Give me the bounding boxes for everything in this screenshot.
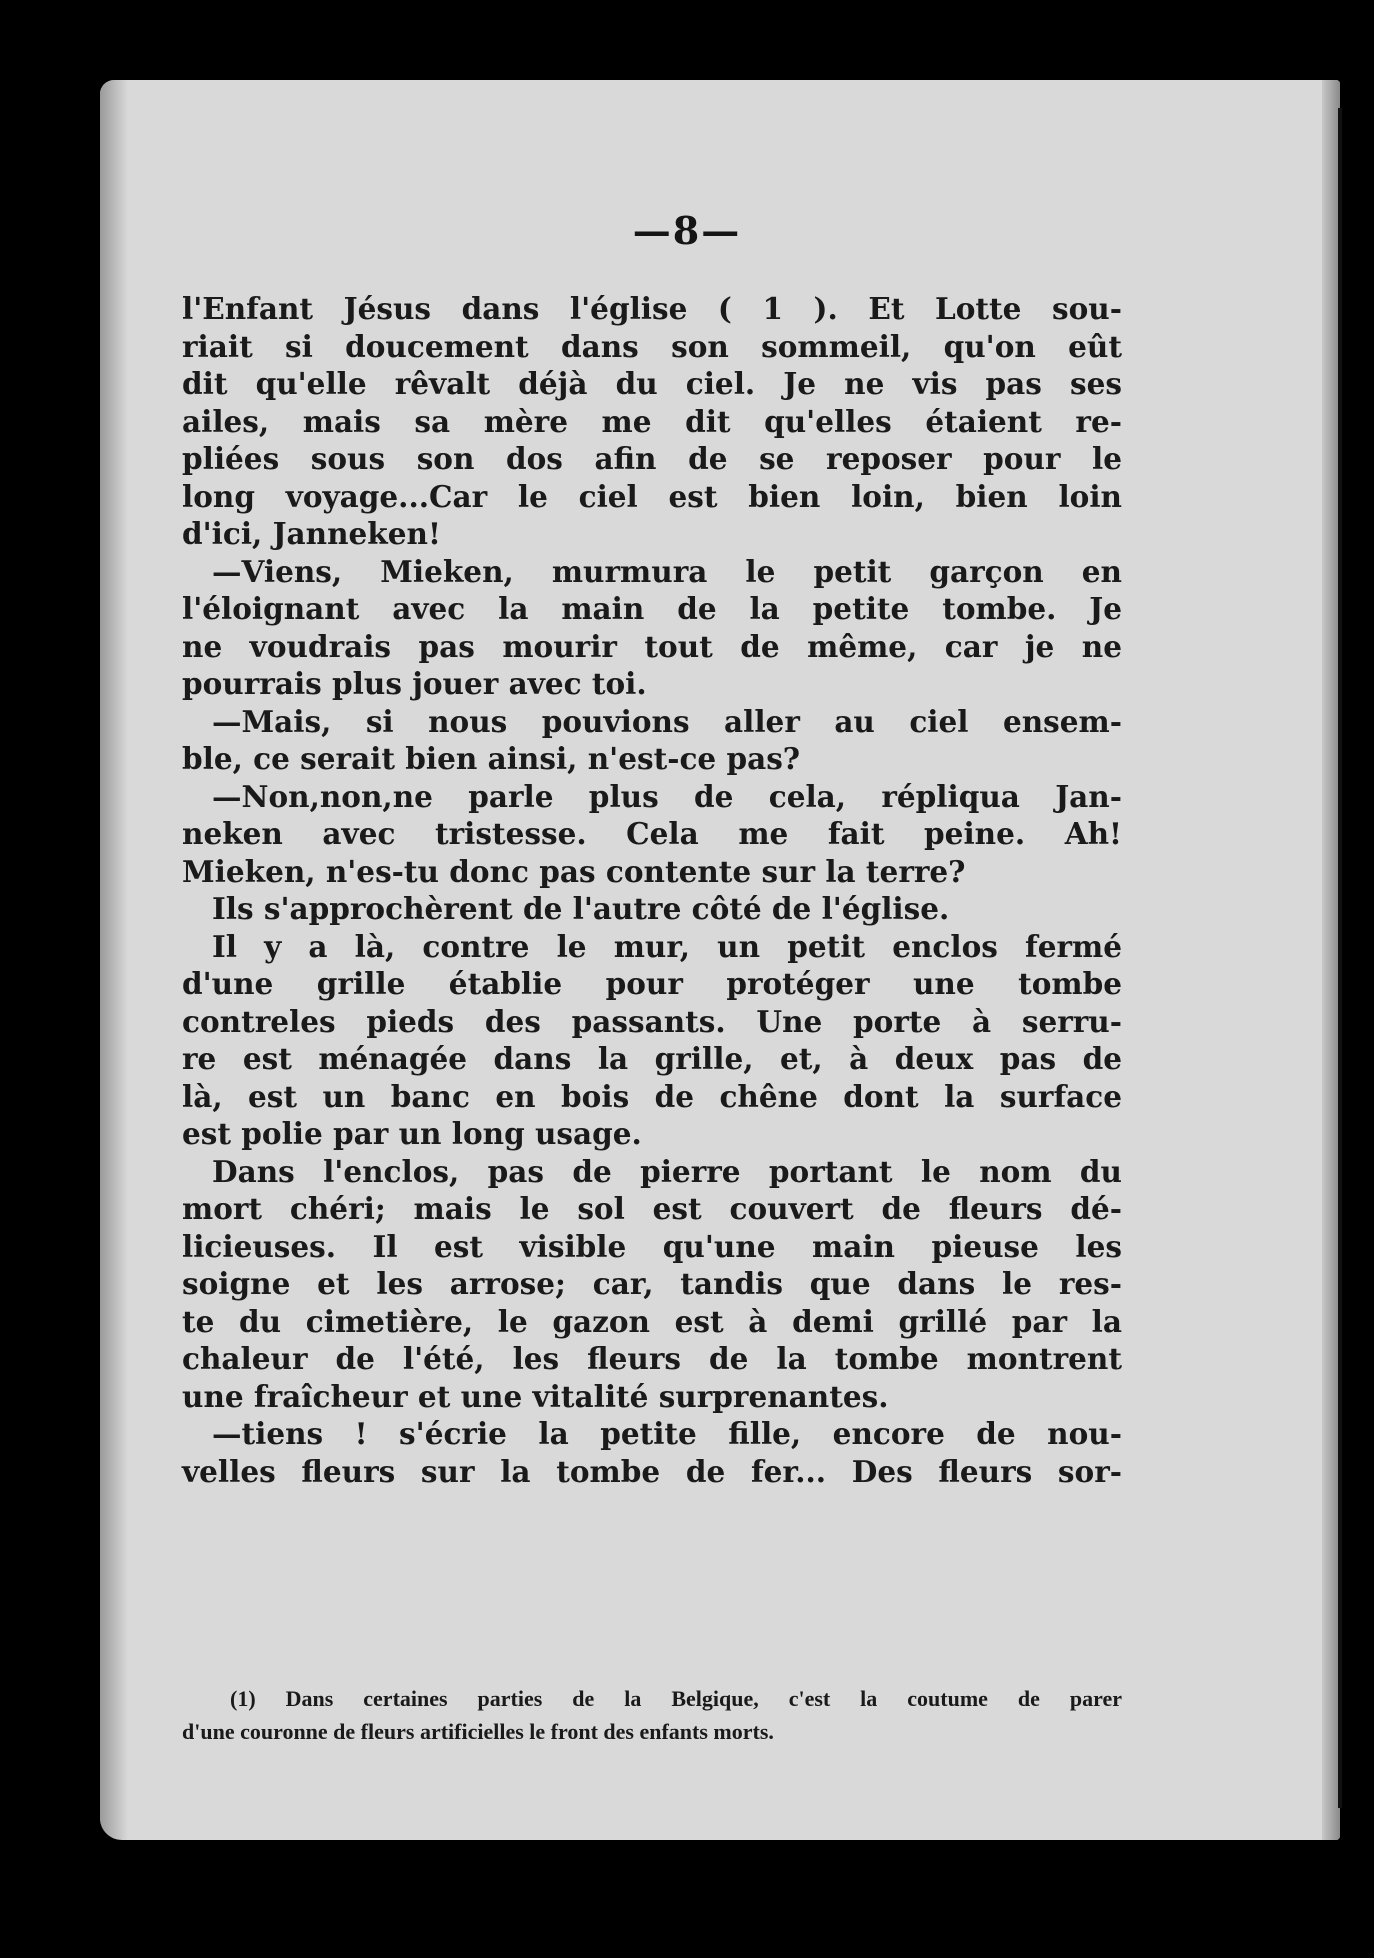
text-line: là, est un banc en bois de chêne dont la surface <box>182 1078 1122 1114</box>
text-line: neken avec tristesse. Cela me fait peine. Ah! <box>182 816 1122 851</box>
text-line: d'une grille établie pour protéger une tombe <box>182 966 1122 1001</box>
text-line: ble, ce serait bien ainsi, n'est-ce pas? <box>182 741 801 776</box>
text-line: dit qu'elle rêvalt déjà du ciel. Je ne vis pas ses <box>182 366 1122 401</box>
text-line: Dans l'enclos, pas de pierre portant le nom du <box>212 1153 1122 1189</box>
page-number: —8— <box>632 208 742 253</box>
adjacent-page-edge <box>1338 108 1342 1808</box>
footnote <box>182 1682 1122 1748</box>
text-line: long voyage...Car le ciel est bien loin, bien loin <box>182 478 1122 514</box>
text-line: velles fleurs sur la tombe de fer... Des fleurs sor- <box>182 1453 1122 1489</box>
text-line: Il y a là, contre le mur, un petit enclos fermé <box>212 928 1122 964</box>
text-line: —Mais, si nous pouvions aller au ciel ensem- <box>212 703 1122 739</box>
text-line: riait si doucement dans son sommeil, qu'on eût <box>182 328 1122 364</box>
text-line: re est ménagée dans la grille, et, à deux pas de <box>182 1041 1122 1076</box>
text-line: mort chéri; mais le sol est couvert de fleurs dé- <box>182 1191 1122 1226</box>
text-line: contreles pieds des passants. Une porte à serru- <box>182 1003 1122 1039</box>
text-line: d'ici, Janneken! <box>182 516 441 551</box>
text-line: une fraîcheur et une vitalité surprenantes. <box>182 1378 889 1414</box>
text-line: Ils s'approchèrent de l'autre côté de l'église. <box>212 891 950 926</box>
body-text <box>182 290 1122 1490</box>
text-line: pliées sous son dos afin de se reposer pour le <box>182 441 1122 476</box>
text-line: l'Enfant Jésus dans l'église ( 1 ). Et Lotte sou- <box>182 291 1122 326</box>
text-line: te du cimetière, le gazon est à demi grillé par la <box>182 1303 1122 1339</box>
text-line: ne voudrais pas mourir tout de même, car je ne <box>182 628 1122 664</box>
text-line: licieuses. Il est visible qu'une main pieuse les <box>182 1228 1122 1264</box>
footnote-line: d'une couronne de fleurs artificielles le front des enfants morts. <box>182 1719 774 1744</box>
binding-shadow <box>100 80 128 1840</box>
text-line: —Non,non,ne parle plus de cela, répliqua Jan- <box>212 778 1122 814</box>
text-line: ailes, mais sa mère me dit qu'elles étaient re- <box>182 403 1122 439</box>
text-line: —Viens, Mieken, murmura le petit garçon en <box>212 553 1122 589</box>
text-line: soigne et les arrose; car, tandis que dans le res- <box>182 1266 1122 1301</box>
text-line: Mieken, n'es-tu donc pas contente sur la terre? <box>182 853 966 889</box>
footnote-line: (1) Dans certaines parties de la Belgique, c'est la coutume de parer <box>230 1686 1122 1711</box>
text-line: l'éloignant avec la main de la petite tombe. Je <box>182 591 1122 626</box>
text-line: chaleur de l'été, les fleurs de la tombe montrent <box>182 1341 1122 1376</box>
text-line: est polie par un long usage. <box>182 1116 642 1151</box>
text-line: —tiens ! s'écrie la petite fille, encore de nou- <box>212 1416 1122 1451</box>
text-line: pourrais plus jouer avec toi. <box>182 666 647 701</box>
